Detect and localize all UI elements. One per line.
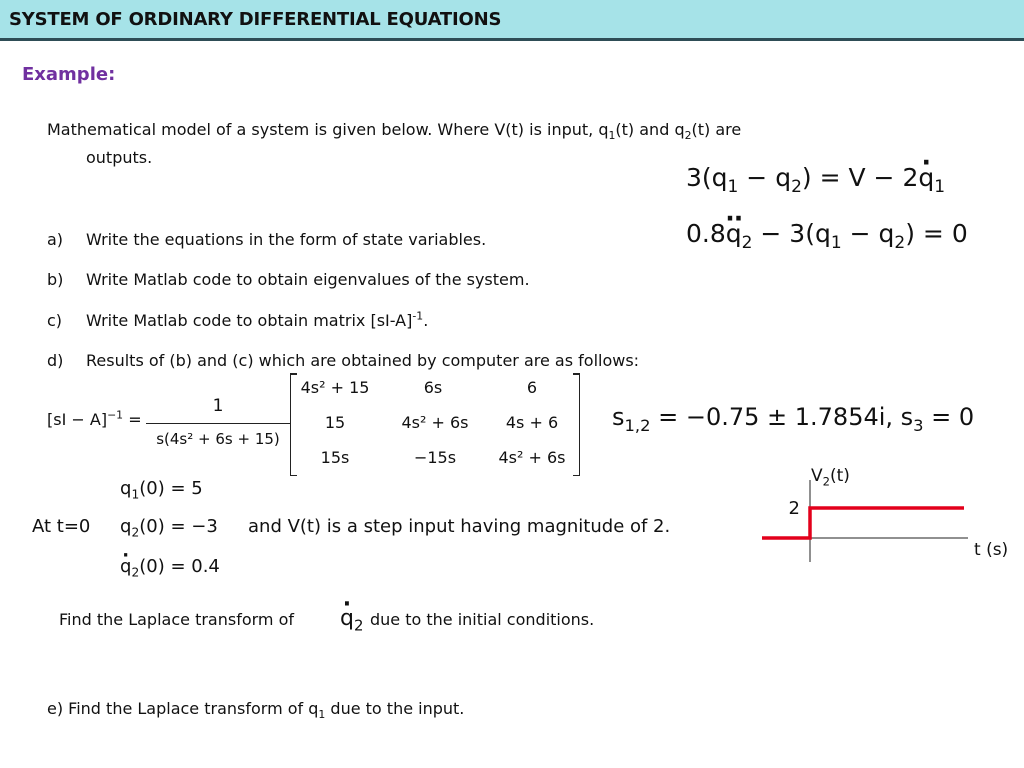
fraction-numerator: 1: [212, 396, 224, 416]
find-text-b: due to the initial conditions.: [370, 610, 595, 629]
eigenvalues: $s_{1,2} = -0.75 \pm 1.7854i$, $s_3 = 0$: [612, 403, 975, 435]
matrix-cell-r2c1: 15: [324, 413, 346, 432]
initial-condition-1: $q_1(0) = 5$: [120, 478, 203, 502]
slide-title: SYSTEM OF ORDINARY DIFFERENTIAL EQUATIONS: [9, 9, 502, 30]
equation-1: $3(q_1 - q_2) = V - 2q \cdot_1$: [686, 163, 945, 192]
equation-2: $0.8q \cdot\cdot_2 - 3(q_1 - q_2) = 0$: [686, 219, 968, 248]
part-e: e) Find the Laplace transform of $q_1$ due to the input.: [47, 699, 465, 722]
item-d-text: Results of (b) and (c) which are obtained by computer are as follows:: [86, 351, 640, 370]
matrix-cell-r1c3: 6: [526, 378, 538, 397]
title-bar: [0, 0, 1024, 41]
inverse-matrix: [290, 373, 580, 476]
find-q2-dot: $q \cdot_2$: [340, 606, 363, 631]
matrix-cell-r2c2: 4s² + 6s: [401, 413, 469, 432]
x-axis-label: t (s): [974, 540, 1009, 560]
intro-line-2: outputs.: [86, 148, 153, 167]
matrix-cell-r3c2: −15s: [413, 448, 457, 467]
initial-condition-3: $q \cdot_2(0) = 0.4$: [120, 556, 220, 577]
fraction-denominator: s(4s² + 6s + 15): [156, 430, 280, 448]
initial-condition-2: $q_2(0) = -3$: [120, 516, 218, 540]
y-axis-label: $V_2(t)$: [811, 466, 850, 489]
matrix-cell-r3c3: 4s² + 6s: [498, 448, 566, 467]
intro-line-1: Mathematical model of a system is given below. Where V(t) is input, $q_1(t)$ and $q_2(t)$ are: [47, 120, 742, 143]
matrix-cell-r1c2: 6s: [423, 378, 443, 397]
step-input-text: and V(t) is a step input having magnitude of 2.: [248, 516, 671, 537]
level-label: 2: [788, 498, 800, 519]
matrix-cell-r3c1: 15s: [320, 448, 350, 467]
item-c-text: Write Matlab code to obtain matrix $[sI-A]^{-1}$.: [86, 309, 429, 330]
find-text-a: Find the Laplace transform of: [59, 610, 295, 629]
item-c-marker: c): [47, 311, 63, 330]
item-b-marker: b): [47, 270, 64, 289]
item-b-text: Write Matlab code to obtain eigenvalues of the system.: [86, 270, 530, 289]
fraction-bar: [146, 423, 290, 424]
matrix-cell-r2c3: 4s + 6: [505, 413, 559, 432]
matrix-cell-r1c1: 4s² + 15: [300, 378, 370, 397]
item-d-marker: d): [47, 351, 64, 370]
inverse-lhs: [sI − A]$^{-1}$ =: [47, 408, 142, 429]
at-t0-label: At t=0: [32, 516, 91, 537]
item-a-text: Write the equations in the form of state variables.: [86, 230, 487, 249]
item-a-marker: a): [47, 230, 64, 249]
example-label: Example:: [22, 64, 116, 85]
